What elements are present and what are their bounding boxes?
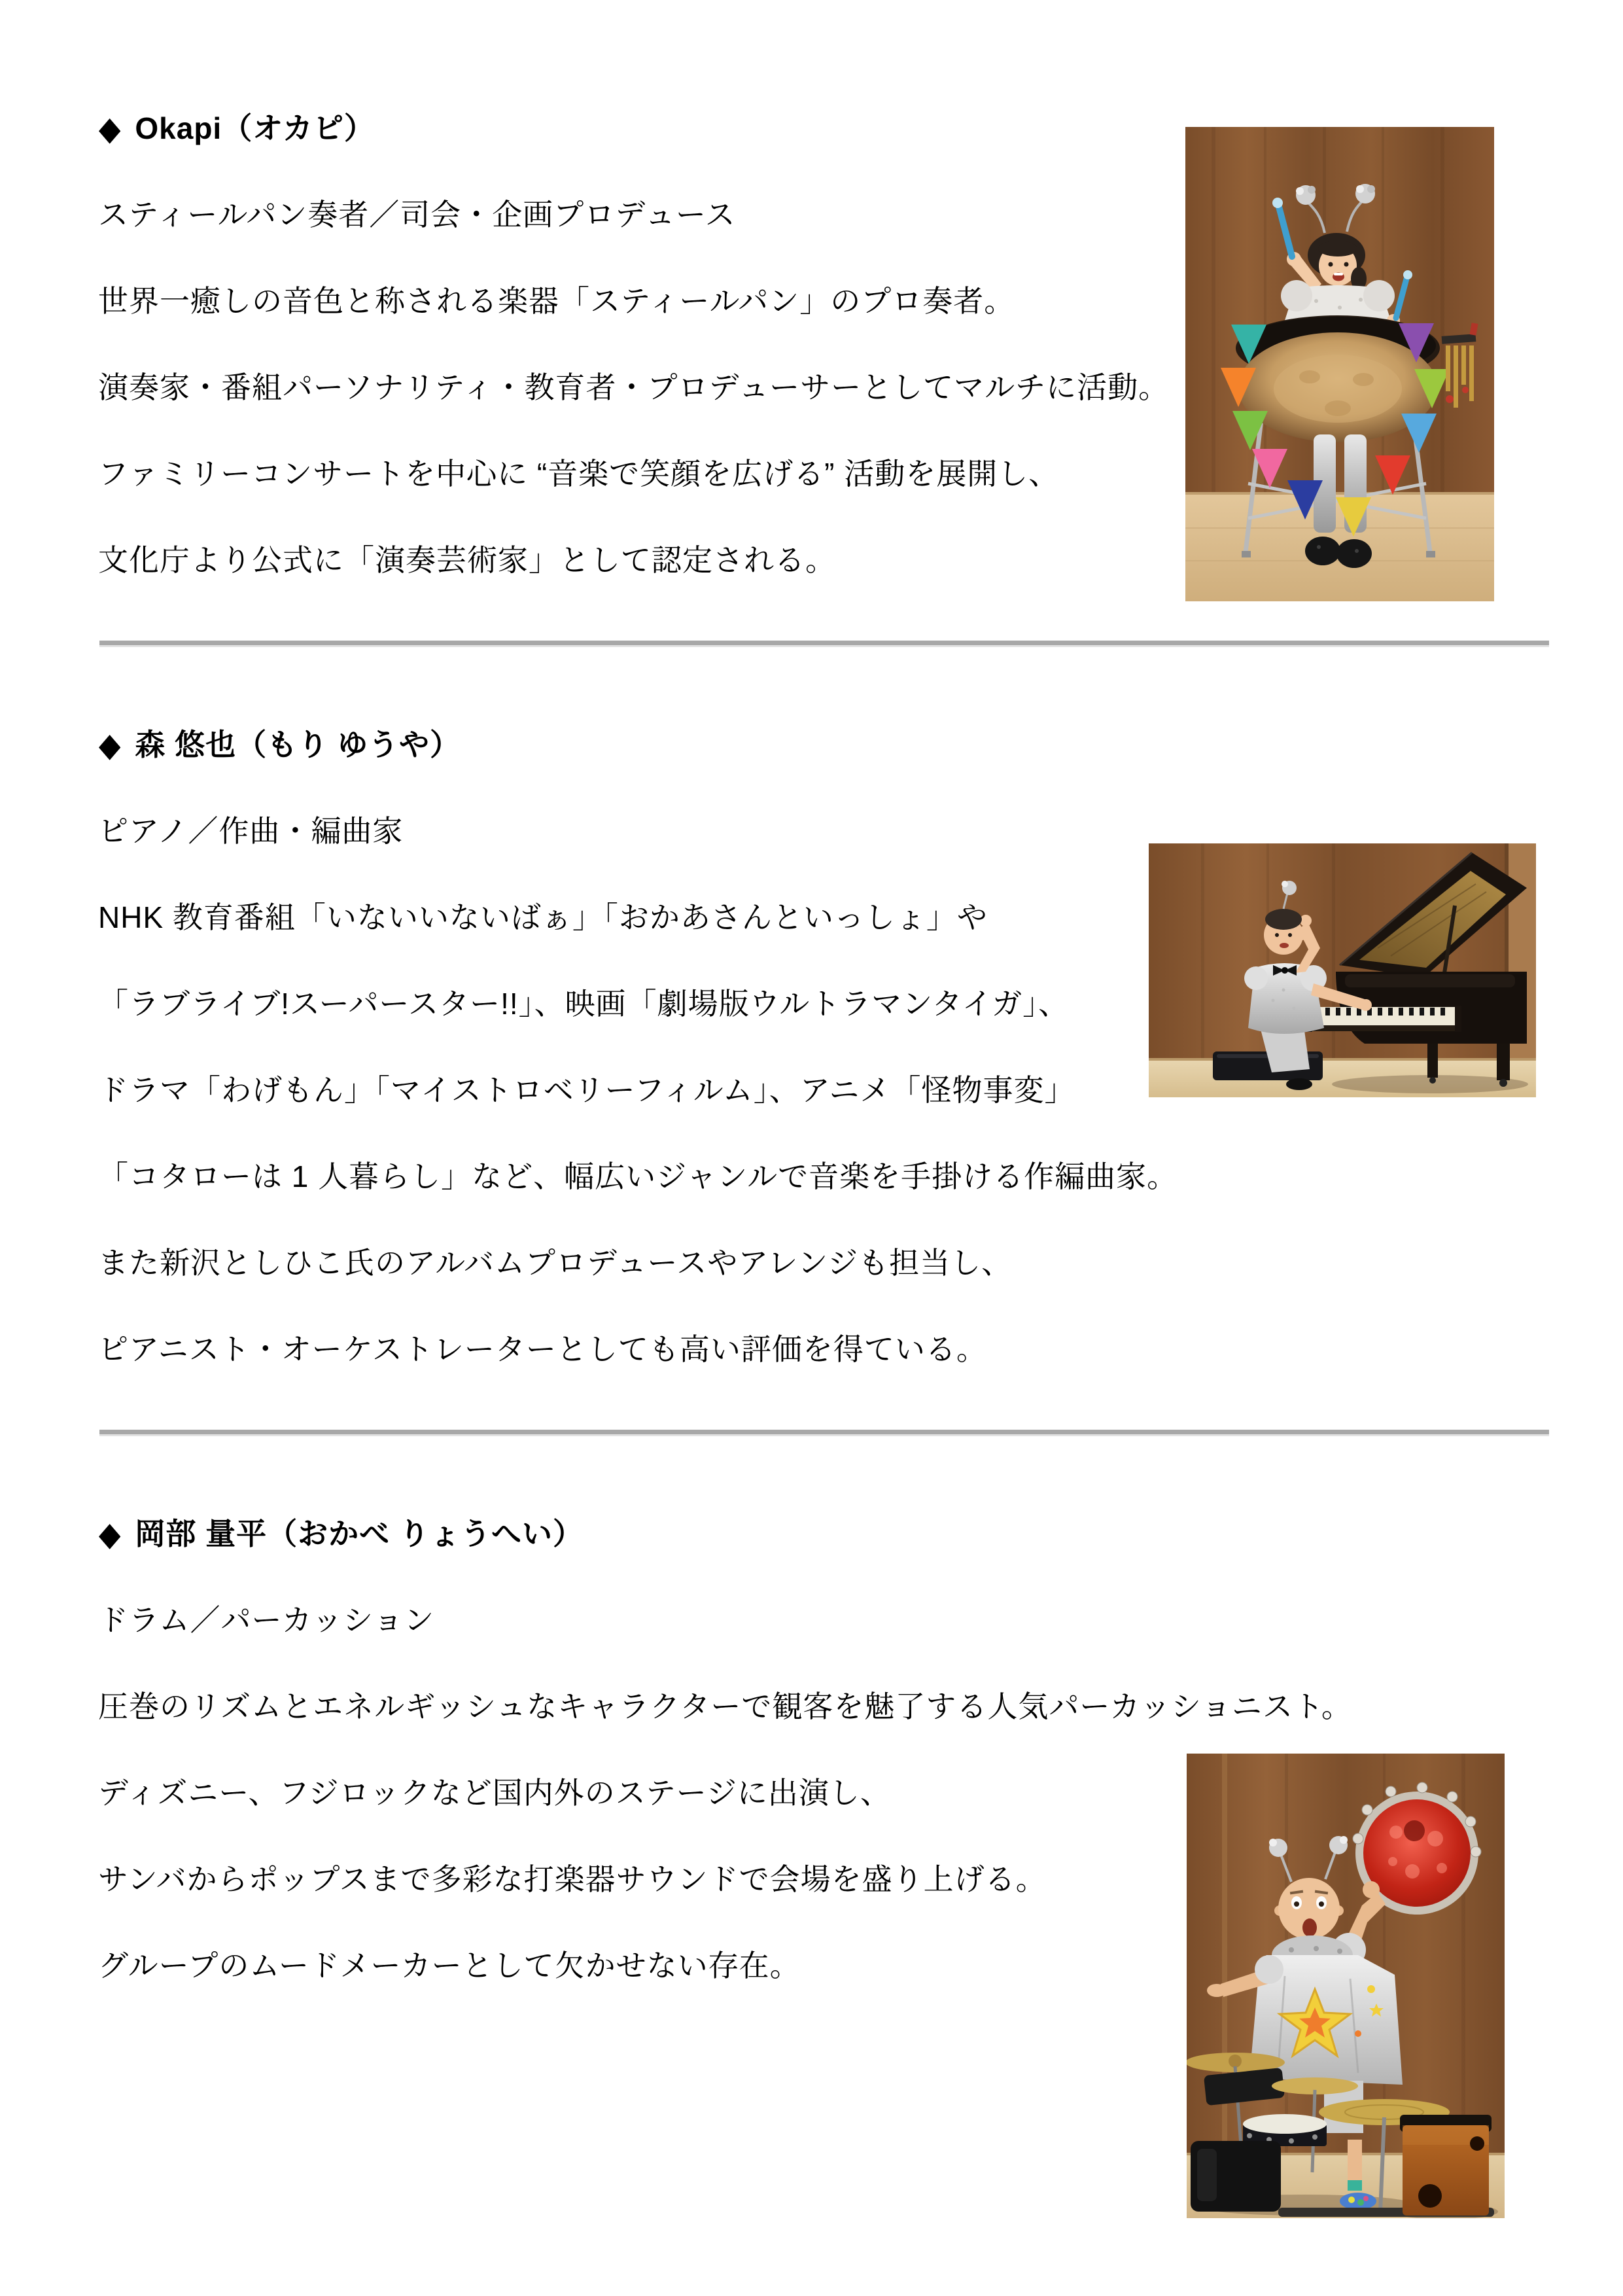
okabe-photo-illustration bbox=[1187, 1754, 1505, 2218]
profile-line: スティールパン奏者／司会・企画プロデュース bbox=[98, 198, 736, 232]
profile-line: 「ラブライブ!スーパースター!!」、映画「劇場版ウルトラマンタイガ」、 bbox=[98, 987, 1070, 1021]
profile-line: ファミリーコンサートを中心に “音楽で笑顔を広げる” 活動を展開し、 bbox=[98, 457, 1060, 491]
profile-line: NHK 教育番組「いないいないばぁ」「おかあさんといっしょ」や bbox=[98, 900, 988, 934]
section-heading bbox=[98, 108, 375, 149]
section-heading-text: 森 悠也（もり ゆうや） bbox=[135, 728, 461, 762]
profile-line: グループのムードメーカーとして欠かせない存在。 bbox=[98, 1949, 801, 1983]
profile-line: ドラマ「わげもん」「マイストロベリーフィルム」、アニメ「怪物事変」 bbox=[98, 1073, 1075, 1107]
cajon bbox=[1400, 2115, 1492, 2216]
profile-line: サンバからポップスまで多彩な打楽器サウンドで会場を盛り上げる。 bbox=[98, 1862, 1047, 1896]
profile-line: ピアニスト・オーケストレーターとしても高い評価を得ている。 bbox=[98, 1332, 987, 1366]
section-divider bbox=[99, 641, 1549, 647]
profile-line: また新沢としひこ氏のアルバムプロデュースやアレンジも担当し、 bbox=[98, 1246, 1013, 1280]
profile-line: 「コタローは 1 人暮らし」など、幅広いジャンルで音楽を手掛ける作編曲家。 bbox=[98, 1159, 1178, 1193]
profile-line: ピアノ／作曲・編曲家 bbox=[98, 814, 404, 848]
section-heading-text: 岡部 量平（おかべ りょうへい） bbox=[135, 1517, 584, 1551]
okapi-photo-illustration bbox=[1185, 127, 1494, 601]
profile-line: 演奏家・番組パーソナリティ・教育者・プロデューサーとしてマルチに活動。 bbox=[98, 370, 1170, 404]
section-heading bbox=[98, 724, 461, 765]
profile-line: 圧巻のリズムとエネルギッシュなキャラクターで観客を魅了する人気パーカッショニスト。 bbox=[98, 1689, 1352, 1723]
diamond-bullet-icon: ◆ bbox=[98, 109, 122, 147]
diamond-bullet-icon: ◆ bbox=[98, 1515, 122, 1553]
mori-photo-illustration bbox=[1149, 843, 1536, 1097]
section-divider bbox=[99, 1430, 1549, 1436]
section-heading-text: Okapi（オカピ） bbox=[135, 111, 375, 145]
mori-photo bbox=[1149, 843, 1536, 1097]
okapi-photo bbox=[1185, 127, 1494, 601]
diamond-bullet-icon: ◆ bbox=[98, 726, 122, 764]
profile-line: 世界一癒しの音色と称される楽器「スティールパン」のプロ奏者。 bbox=[98, 284, 1015, 318]
okabe-photo bbox=[1187, 1754, 1505, 2218]
profile-line: ドラム／パーカッション bbox=[98, 1603, 435, 1637]
section-heading bbox=[98, 1513, 584, 1554]
profile-line: ディズニー、フジロックなど国内外のステージに出演し、 bbox=[98, 1776, 891, 1810]
profile-line: 文化庁より公式に「演奏芸術家」として認定される。 bbox=[98, 543, 836, 577]
